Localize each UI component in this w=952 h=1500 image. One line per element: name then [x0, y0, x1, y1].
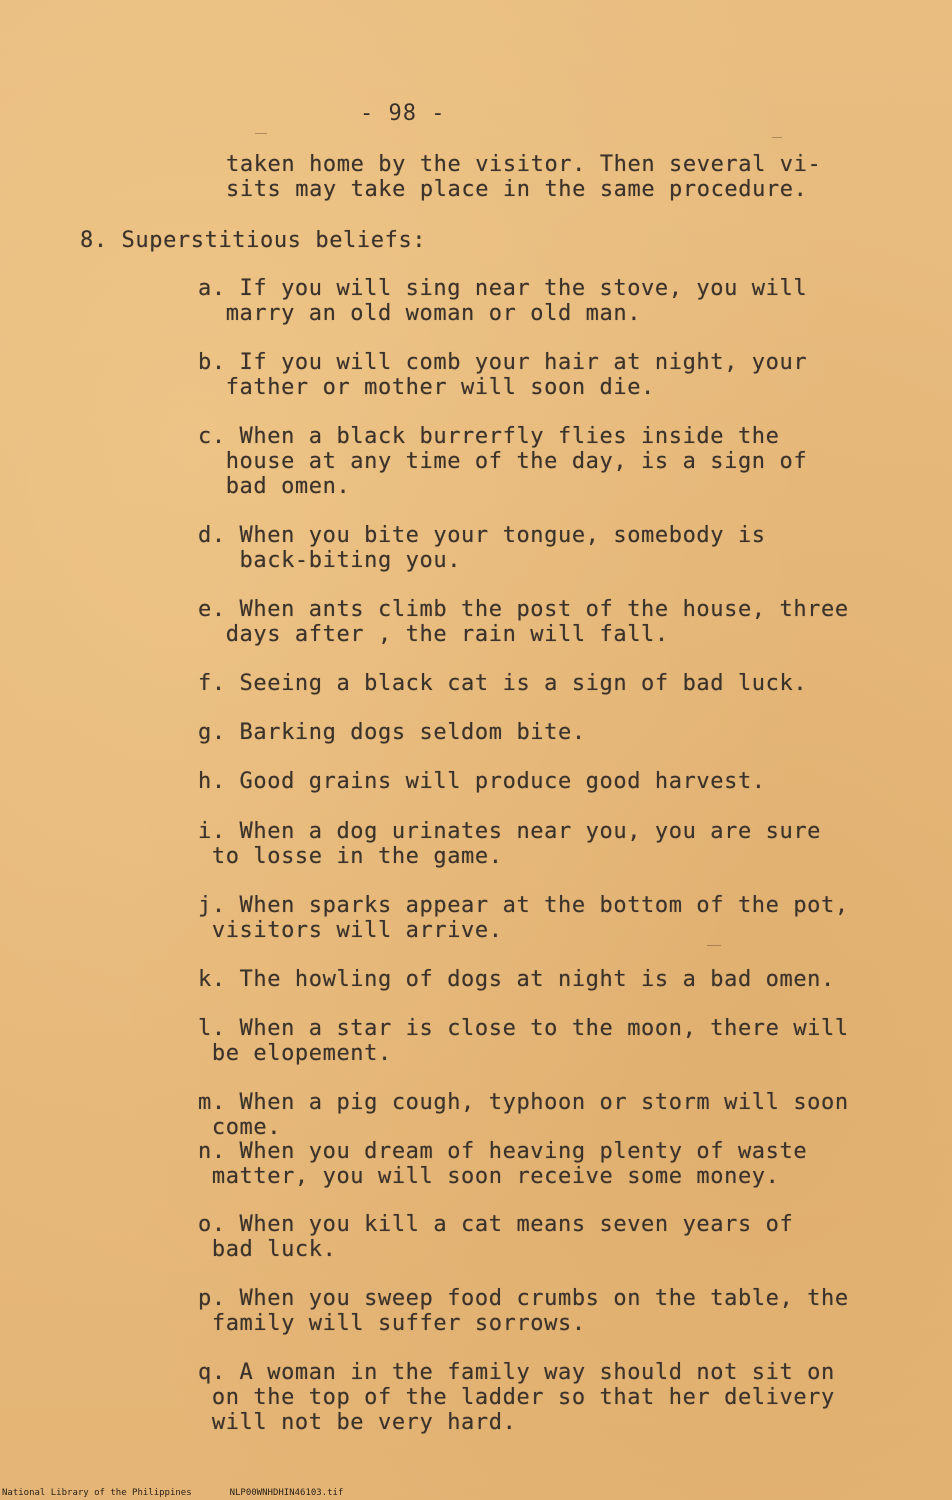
item-k-line-1: k. The howling of dogs at night is a bad omen.	[198, 967, 835, 992]
item-i-line-1: i. When a dog urinates near you, you are sure	[198, 819, 822, 844]
item-m-line-1: m. When a pig cough, typhoon or storm will soon	[198, 1090, 849, 1115]
item-c-line-1: c. When a black burrerfly flies inside the	[198, 424, 780, 449]
item-j-line-1: j. When sparks appear at the bottom of the pot,	[198, 893, 849, 918]
item-b-line-2: father or mother will soon die.	[198, 375, 655, 400]
intro-line-1: taken home by the visitor. Then several vi-	[226, 152, 822, 177]
page-number: - 98 -	[360, 101, 446, 126]
item-e-line-2: days after , the rain will fall.	[198, 622, 669, 647]
scan-footer	[2, 1488, 343, 1498]
item-c-line-2: house at any time of the day, is a sign of	[198, 449, 808, 474]
item-b-line-1: b. If you will comb your hair at night, your	[198, 350, 808, 375]
item-a-line-2: marry an old woman or old man.	[198, 301, 642, 326]
item-o-line-1: o. When you kill a cat means seven years of	[198, 1212, 794, 1237]
item-h-line-1: h. Good grains will produce good harvest.	[198, 769, 766, 794]
item-p-line-1: p. When you sweep food crumbs on the table, the	[198, 1286, 849, 1311]
item-j-line-2: visitors will arrive.	[198, 918, 503, 943]
scan-mark	[772, 137, 782, 138]
item-f-line-1: f. Seeing a black cat is a sign of bad luck.	[198, 671, 808, 696]
scan-mark	[255, 133, 267, 134]
item-i-line-2: to losse in the game.	[198, 844, 503, 869]
intro-line-2: sits may take place in the same procedure.	[226, 177, 808, 202]
item-l-line-2: be elopement.	[198, 1041, 392, 1066]
item-g-line-1: g. Barking dogs seldom bite.	[198, 720, 586, 745]
item-m-line-2: come.	[198, 1115, 282, 1140]
item-q-line-3: will not be very hard.	[198, 1410, 517, 1435]
section-heading: 8. Superstitious beliefs:	[80, 228, 427, 253]
scan-mark	[707, 945, 721, 946]
item-q-line-2: on the top of the ladder so that her delivery	[198, 1385, 835, 1410]
item-o-line-2: bad luck.	[198, 1237, 337, 1262]
item-p-line-2: family will suffer sorrows.	[198, 1311, 586, 1336]
footer-library: National Library of the Philippines	[2, 1488, 192, 1498]
item-l-line-1: l. When a star is close to the moon, there will	[198, 1016, 849, 1041]
item-n-line-1: n. When you dream of heaving plenty of waste	[198, 1139, 808, 1164]
item-e-line-1: e. When ants climb the post of the house, three	[198, 597, 849, 622]
item-d-line-1: d. When you bite your tongue, somebody is	[198, 523, 766, 548]
item-n-line-2: matter, you will soon receive some money.	[198, 1164, 780, 1189]
item-a-line-1: a. If you will sing near the stove, you will	[198, 276, 808, 301]
item-c-line-3: bad omen.	[198, 474, 351, 499]
item-d-line-2: back-biting you.	[198, 548, 462, 573]
footer-filename: NLP00WNHDHIN46103.tif	[229, 1488, 344, 1498]
item-q-line-1: q. A woman in the family way should not sit on	[198, 1360, 835, 1385]
